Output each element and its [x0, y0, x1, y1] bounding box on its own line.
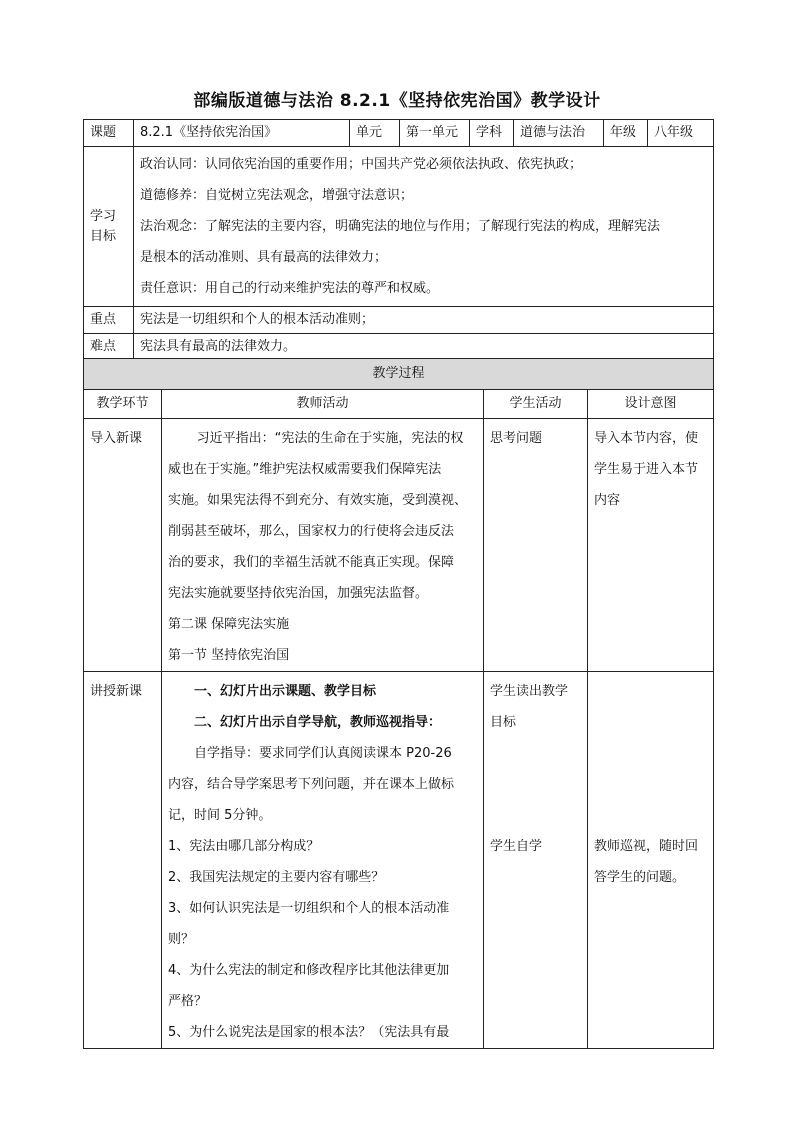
student-line	[490, 738, 581, 769]
intro-stage-text: 导入新课	[90, 431, 143, 446]
objective-line: 责任意识：用自己的行动来维护宪法的尊严和权威。	[140, 281, 440, 296]
intent-line: 答学生的问题。	[594, 870, 686, 885]
teacher-line: 实施。如果宪法得不到充分、有效实施，受到漠视、	[168, 493, 468, 508]
intent-line: 学生易于进入本节	[594, 462, 699, 477]
new-lesson-teacher-activity	[162, 672, 484, 1049]
teacher-line: 则？	[168, 932, 195, 947]
header-student: 学生活动	[484, 390, 588, 419]
teacher-line: 严格？	[168, 994, 208, 1009]
header-row	[84, 390, 714, 419]
teacher-line: 宪法实施就要坚持依宪治国，加强宪法监督。	[168, 586, 429, 601]
teacher-line: 治的要求，我们的幸福生活就不能真正实现。保障	[168, 555, 455, 570]
lesson-info-table	[83, 119, 714, 361]
objectives-row	[84, 147, 714, 307]
subject-value: 道德与法治	[514, 120, 604, 147]
teacher-line: 第一节 坚持依宪治国	[168, 648, 290, 663]
objectives-content	[134, 147, 714, 307]
student-line	[490, 769, 581, 800]
intent-line	[594, 800, 707, 831]
section-row	[84, 359, 714, 390]
section-title: 教学过程	[84, 359, 714, 390]
header-teacher: 教师活动	[162, 390, 484, 419]
objective-line: 是根本的活动准则、具有最高的法律效力；	[140, 250, 388, 265]
student-line: 学生读出教学	[490, 684, 569, 699]
objective-line: 政治认同：认同依宪治国的重要作用；中国共产党必须依法执政、依宪执政；	[140, 157, 583, 172]
teaching-process-table	[83, 358, 714, 1049]
objective-line: 法治观念：了解宪法的主要内容，明确宪法的地位与作用；了解现行宪法的构成，理解宪法	[140, 219, 661, 234]
student-line: 思考问题	[490, 431, 543, 446]
intro-row	[84, 419, 714, 672]
intent-line: 内容	[594, 493, 621, 508]
course-value: 8.2.1《坚持依宪治国》	[134, 120, 350, 147]
intro-design-intent	[588, 419, 714, 672]
objective-line: 道德修养：自觉树立宪法观念，增强守法意识；	[140, 188, 414, 203]
course-label: 课题	[84, 120, 134, 147]
subject-label: 学科	[470, 120, 514, 147]
teacher-line: 一、幻灯片出示课题、教学目标	[194, 684, 377, 699]
teacher-line: 5、为什么说宪法是国家的根本法？（宪法具有最	[168, 1025, 450, 1040]
teacher-line: 削弱甚至破坏，那么，国家权力的行使将会违反法	[168, 524, 455, 539]
header-stage: 教学环节	[84, 390, 162, 419]
intent-line	[594, 738, 707, 769]
student-line	[490, 800, 581, 831]
teacher-line: 自学指导：要求同学们认真阅读课本 P20-26	[194, 746, 452, 761]
teacher-line: 4、为什么宪法的制定和修改程序比其他法律更加	[168, 963, 450, 978]
info-row	[84, 120, 714, 147]
difficulty-row	[84, 334, 714, 361]
difficulty-value: 宪法具有最高的法律效力。	[134, 334, 714, 361]
grade-label: 年级	[604, 120, 648, 147]
intro-stage	[84, 419, 162, 672]
intro-teacher-activity	[162, 419, 484, 672]
teacher-line: 2、我国宪法规定的主要内容有哪些？	[168, 870, 385, 885]
student-line: 学生自学	[490, 839, 543, 854]
teacher-line: 1、宪法由哪几部分构成？	[168, 839, 320, 854]
teacher-line: 二、幻灯片出示自学导航，教师巡视指导：	[194, 715, 442, 730]
teacher-line: 3、如何认识宪法是一切组织和个人的根本活动准	[168, 901, 450, 916]
teacher-line: 习近平指出：“宪法的生命在于实施，宪法的权	[196, 431, 464, 446]
header-intent: 设计意图	[588, 390, 714, 419]
teacher-line: 第二课 保障宪法实施	[168, 617, 290, 632]
intent-line	[594, 769, 707, 800]
objectives-label: 学习目标	[84, 147, 134, 307]
key-point-row	[84, 307, 714, 334]
unit-label: 单元	[350, 120, 400, 147]
new-lesson-design-intent	[588, 672, 714, 1049]
intro-student-activity	[484, 419, 588, 672]
new-lesson-stage-text: 讲授新课	[90, 684, 143, 699]
key-point-label: 重点	[84, 307, 134, 334]
intent-line: 教师巡视，随时回	[594, 839, 699, 854]
teacher-line: 威也在于实施。”维护宪法权威需要我们保障宪法	[168, 462, 442, 477]
document-title: 部编版道德与法治 8.2.1《坚持依宪治国》教学设计	[193, 91, 601, 111]
new-lesson-row	[84, 672, 714, 1049]
new-lesson-stage	[84, 672, 162, 1049]
intent-line: 导入本节内容，使	[594, 431, 699, 446]
teacher-line: 内容，结合导学案思考下列问题，并在课本上做标	[168, 777, 455, 792]
student-line: 目标	[490, 715, 517, 730]
key-point-value: 宪法是一切组织和个人的根本活动准则；	[134, 307, 714, 334]
teacher-line: 记，时间 5分钟。	[168, 808, 272, 823]
intent-line	[594, 676, 707, 707]
difficulty-label: 难点	[84, 334, 134, 361]
intent-line	[594, 707, 707, 738]
grade-value: 八年级	[648, 120, 714, 147]
unit-value: 第一单元	[400, 120, 470, 147]
new-lesson-student-activity	[484, 672, 588, 1049]
